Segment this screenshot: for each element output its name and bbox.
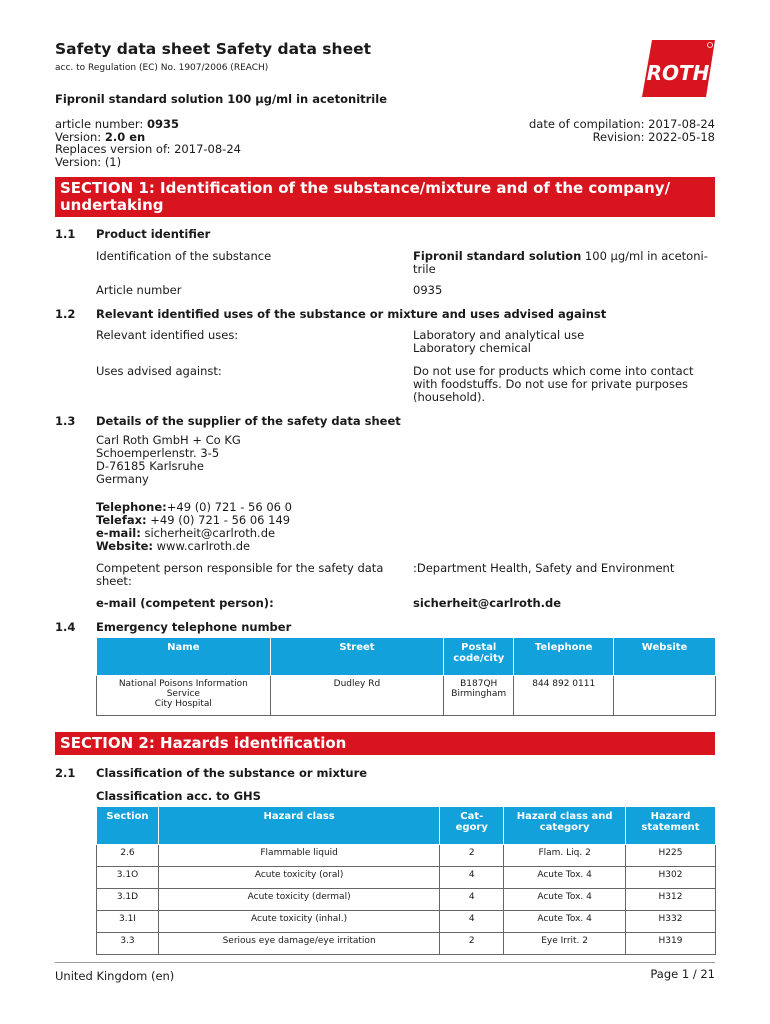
footer-divider <box>55 962 715 963</box>
subsection-number: 1.1 <box>55 227 76 241</box>
article-number: 0935 <box>146 117 179 131</box>
table-cell <box>614 676 716 716</box>
table-cell: 2 <box>440 845 504 867</box>
table-cell: Serious eye damage/eye irritation <box>158 933 439 955</box>
table-cell: Acute toxicity (dermal) <box>158 889 439 911</box>
page-number: Page 1 / 21 <box>650 967 715 981</box>
subsection-number: 2.1 <box>55 766 76 780</box>
table-row <box>97 911 716 933</box>
table-cell: Acute Tox. 4 <box>504 889 626 911</box>
identified-uses-label: Relevant identified uses: <box>96 328 239 342</box>
column-header: Section <box>97 807 159 845</box>
table-cell: H302 <box>626 867 716 889</box>
emergency-phone-heading: Emergency telephone number <box>96 620 292 634</box>
subsection-number: 1.3 <box>55 414 76 428</box>
table-cell: Acute toxicity (inhal.) <box>158 911 439 933</box>
table-row <box>97 889 716 911</box>
table-cell: H332 <box>626 911 716 933</box>
competent-email-link[interactable]: sicherheit@carlroth.de <box>413 596 562 610</box>
supplier-contacts: Telephone:+49 (0) 721 - 56 06 0 Telefax: +49 (0) 721 - 56 06 149 e-mail: sicherheit@carlroth.de Website: www.carlroth.de <box>96 500 292 553</box>
table-cell: 3.1O <box>97 867 159 889</box>
column-header: Cat-egory <box>440 807 504 845</box>
table-row <box>97 867 716 889</box>
identified-uses-value: Laboratory and analytical use Laboratory chemical <box>413 328 585 355</box>
document-meta-left: article number: 0935 Version: 2.0 en Replaces version of: 2017-08-24 Version: (1) <box>55 117 241 169</box>
article-number-value: 0935 <box>413 283 443 297</box>
table-cell: 3.1D <box>97 889 159 911</box>
table-cell: Dudley Rd <box>270 676 444 716</box>
column-header: Postal code/city <box>444 638 514 676</box>
column-header: Telephone <box>514 638 614 676</box>
table-cell: 844 892 0111 <box>514 676 614 716</box>
table-row <box>97 933 716 955</box>
column-header: Hazard statement <box>626 807 716 845</box>
column-header: Name <box>97 638 271 676</box>
uses-advised-against-value: Do not use for products which come into contact with foodstuffs. Do not use for private purposes (household). <box>413 364 694 404</box>
telephone-value: +49 (0) 721 - 56 06 0 <box>166 500 292 514</box>
table-cell: 2.6 <box>97 845 159 867</box>
identification-label: Identification of the substance <box>96 249 272 263</box>
footer-locale: United Kingdom (en) <box>55 969 175 983</box>
table-cell: Acute toxicity (oral) <box>158 867 439 889</box>
table-cell: 4 <box>440 889 504 911</box>
table-cell: 3.3 <box>97 933 159 955</box>
subsection-number: 1.4 <box>55 620 76 634</box>
classification-heading: Classification of the substance or mixture <box>96 766 368 780</box>
article-number-label: Article number <box>96 283 182 297</box>
subsection-number: 1.2 <box>55 307 76 321</box>
roth-logo <box>642 40 715 97</box>
compilation-date: date of compilation: 2017-08-24 <box>528 117 715 131</box>
telefax-value: +49 (0) 721 - 56 06 149 <box>146 513 291 527</box>
column-header: Website <box>614 638 716 676</box>
table-cell: Flammable liquid <box>158 845 439 867</box>
supplier-address: Carl Roth GmbH + Co KG Schoemperlenstr. 3-5 D-76185 Karlsruhe Germany <box>96 433 241 486</box>
competent-person-label: Competent person responsible for the safety data sheet: <box>96 561 384 588</box>
supplier-details-heading: Details of the supplier of the safety data sheet <box>96 414 401 428</box>
table-cell: 4 <box>440 867 504 889</box>
competent-email-label: e-mail (competent person): <box>96 596 274 610</box>
section-2-heading: SECTION 2: Hazards identification <box>55 732 715 755</box>
identified-uses-heading: Relevant identified uses of the substance or mixture and uses advised against <box>96 307 607 321</box>
hazard-classification-table <box>96 806 716 955</box>
table-cell: Flam. Liq. 2 <box>504 845 626 867</box>
table-cell: Eye Irrit. 2 <box>504 933 626 955</box>
column-header: Hazard class and category <box>504 807 626 845</box>
document-title: Safety data sheet Safety data sheet <box>55 40 372 58</box>
table-cell: Acute Tox. 4 <box>504 911 626 933</box>
version: 2.0 en <box>104 129 146 144</box>
column-header: Hazard class <box>158 807 439 845</box>
revision-date: Revision: 2022-05-18 <box>592 129 715 144</box>
table-cell: H319 <box>626 933 716 955</box>
replaces-version: Replaces version of: 2017-08-24 <box>55 142 241 156</box>
table-cell: National Poisons Information Service City Hospital <box>97 676 271 716</box>
table-cell: 3.1I <box>97 911 159 933</box>
table-cell: B187QH Birmingham <box>444 676 514 716</box>
section-1-heading: SECTION 1: Identification of the substance/mixture and of the company/ undertaking <box>55 177 715 217</box>
table-row <box>97 845 716 867</box>
table-cell: 2 <box>440 933 504 955</box>
table-cell: H312 <box>626 889 716 911</box>
emergency-contacts-table <box>96 637 716 716</box>
logo-wordmark: ROTH <box>646 61 710 85</box>
product-identifier-heading: Product identifier <box>96 227 211 241</box>
identification-value: Fipronil standard solution 100 µg/ml in acetoni- trile <box>413 249 708 276</box>
table-cell: H225 <box>626 845 716 867</box>
table-row <box>97 676 716 716</box>
uses-advised-against-label: Uses advised against: <box>96 364 222 378</box>
table-cell: Acute Tox. 4 <box>504 867 626 889</box>
website-link[interactable]: www.carlroth.de <box>153 539 251 553</box>
document-meta-right <box>529 118 715 143</box>
column-header: Street <box>270 638 444 676</box>
product-name: Fipronil standard solution 100 µg/ml in acetonitrile <box>55 92 387 106</box>
table-cell: 4 <box>440 911 504 933</box>
ghs-classification-subheading: Classification acc. to GHS <box>96 789 261 803</box>
competent-person-value: :Department Health, Safety and Environment <box>413 561 675 575</box>
regulation-note: acc. to Regulation (EC) No. 1907/2006 (REACH) <box>55 63 269 73</box>
replaced-version-number: Version: (1) <box>55 154 122 169</box>
email-link[interactable]: sicherheit@carlroth.de <box>140 526 276 540</box>
